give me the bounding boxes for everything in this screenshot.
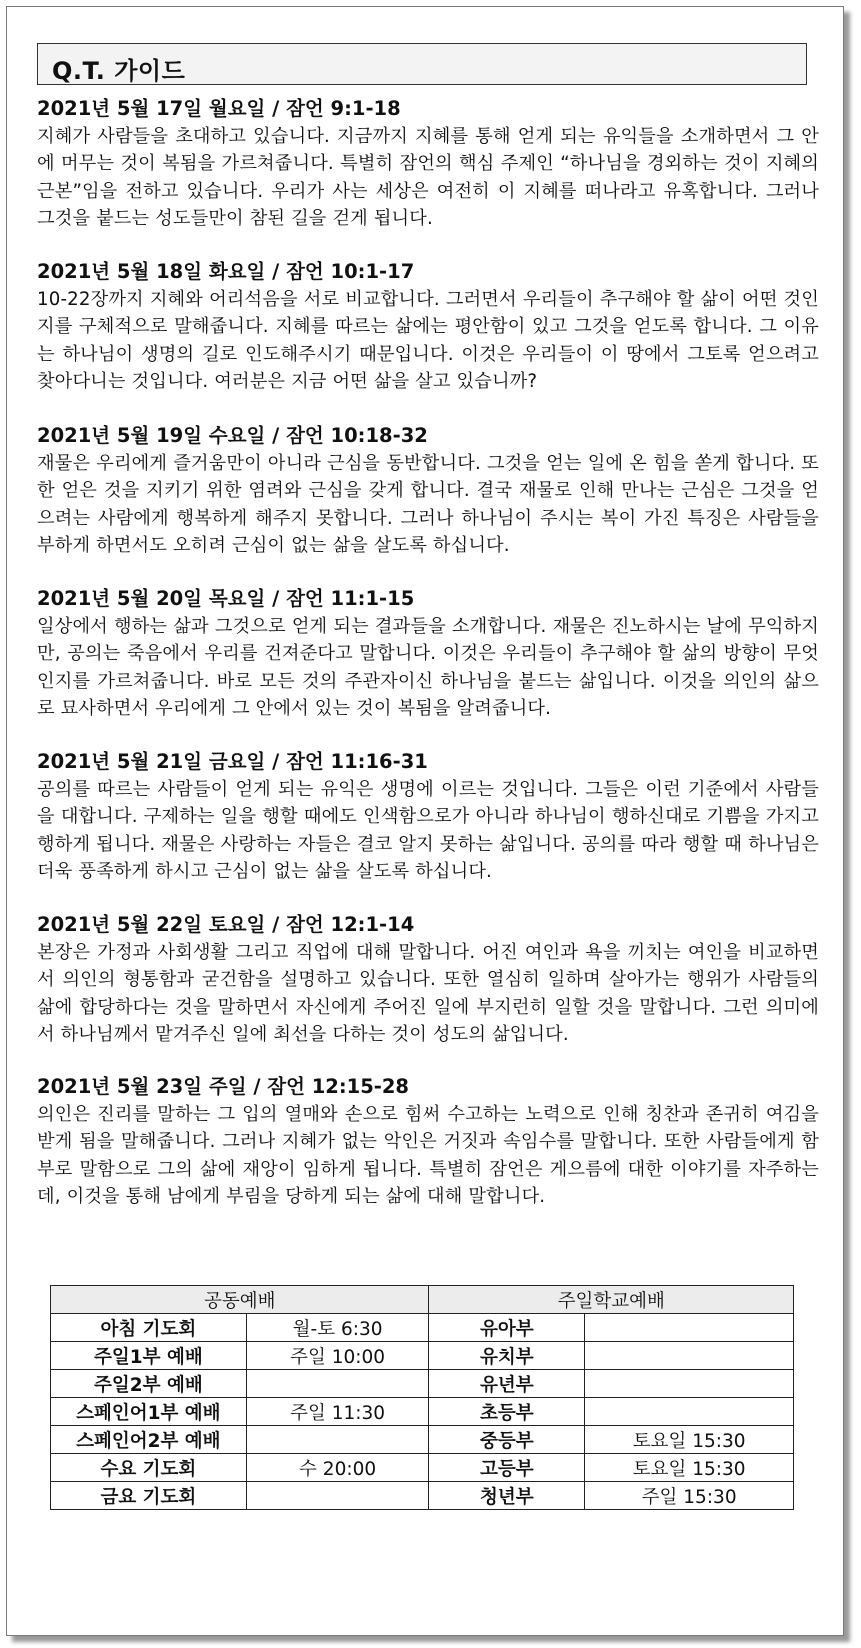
qt-entry-3 [37, 422, 819, 559]
department-name: 유년부 [429, 1370, 585, 1398]
qt-entry-4 [37, 585, 819, 722]
table-row [51, 1426, 794, 1454]
service-time: 주일 11:30 [246, 1398, 429, 1426]
entry-body: 재물은 우리에게 즐거움만이 아니라 근심을 동반합니다. 그것을 얻는 일에 온 힘을 쏟게 합니다. 또한 얻은 것을 지키기 위한 염려와 근심을 갖게 합니다. 결국 재물로 인해 만나는 근심은 그것을 얻으려는 사람에게 행복하게 해주지 못합니다. 그러나 하나님이 주시는 복이 가진 특징은 사람들을 부하게 하면서도 오히려 근심이 없는 삶을 살도록 하십니다. [37, 453, 819, 556]
entry-heading: 2021년 5월 21일 금요일 / 잠언 11:16-31 [37, 750, 428, 773]
table-header-row [51, 1286, 794, 1314]
department-time [585, 1370, 794, 1398]
entry-heading: 2021년 5월 17일 월요일 / 잠언 9:1-18 [37, 97, 401, 120]
service-name: 스페인어1부 예배 [51, 1398, 247, 1426]
service-name: 수요 기도회 [51, 1454, 247, 1482]
service-name: 주일1부 예배 [51, 1342, 247, 1370]
qt-entry-6 [37, 911, 819, 1048]
entry-body: 10-22장까지 지혜와 어리석음을 서로 비교합니다. 그러면서 우리들이 추구해야 할 삶이 어떤 것인지를 구체적으로 말해줍니다. 지혜를 따르는 삶에는 평안함이 있고 그것을 얻도록 합니다. 그 이유는 하나님이 생명의 길로 인도해주시기 때문입니다. 이것은 우리들이 이 땅에서 그토록 얻으려고 찾아다니는 것입니다. 여러분은 지금 어떤 삶을 살고 있습니까? [37, 289, 819, 392]
department-time: 토요일 15:30 [585, 1426, 794, 1454]
table-row [51, 1342, 794, 1370]
page-title: Q.T. 가이드 [52, 57, 186, 85]
service-time [246, 1426, 429, 1454]
service-time: 주일 10:00 [246, 1342, 429, 1370]
service-name: 스페인어2부 예배 [51, 1426, 247, 1454]
table-row [51, 1454, 794, 1482]
qt-entry-7 [37, 1073, 819, 1210]
service-name: 금요 기도회 [51, 1482, 247, 1510]
entry-heading: 2021년 5월 23일 주일 / 잠언 12:15-28 [37, 1075, 409, 1098]
qt-entry-1 [37, 95, 819, 232]
header-joint-worship: 공동예배 [51, 1286, 429, 1314]
qt-entry-5 [37, 748, 819, 885]
table-row [51, 1370, 794, 1398]
entry-body: 일상에서 행하는 삶과 그것으로 얻게 되는 결과들을 소개합니다. 재물은 진노하시는 날에 무익하지만, 공의는 죽음에서 우리를 건져준다고 말합니다. 이것은 우리들이 추구해야 할 삶의 방향이 무엇인지를 가르쳐줍니다. 바로 모든 것의 주관자이신 하나님을 붙드는 삶입니다. 이것을 의인의 삶으로 묘사하면서 우리에게 그 안에서 있는 것이 복됨을 알려줍니다. [37, 616, 819, 719]
entry-body: 지혜가 사람들을 초대하고 있습니다. 지금까지 지혜를 통해 얻게 되는 유익들을 소개하면서 그 안에 머무는 것이 복됨을 가르쳐줍니다. 특별히 잠언의 핵심 주제인 “하나님을 경외하는 것이 지혜의 근본”임을 전하고 있습니다. 우리가 사는 세상은 여전히 이 지혜를 떠나라고 유혹합니다. 그러나 그것을 붙드는 성도들만이 참된 길을 걷게 됩니다. [37, 126, 819, 229]
entry-body: 의인은 진리를 말하는 그 입의 열매와 손으로 힘써 수고하는 노력으로 인해 칭찬과 존귀히 여김을 받게 됨을 말해줍니다. 그러나 지혜가 없는 악인은 거짓과 속임수를 말합니다. 또한 사람들에게 함부로 말함으로 그의 삶에 재앙이 임하게 됩니다. 특별히 잠언은 게으름에 대한 이야기를 자주하는데, 이것을 통해 남에게 부림을 당하게 되는 삶에 대해 말합니다. [37, 1104, 819, 1207]
department-time: 토요일 15:30 [585, 1454, 794, 1482]
table-row [51, 1482, 794, 1510]
entry-body: 공의를 따르는 사람들이 얻게 되는 유익은 생명에 이르는 것입니다. 그들은 이런 기준에서 사람들을 대합니다. 구제하는 일을 행할 때에도 인색함으로가 아니라 하나님이 행하신대로 기쁨을 가지고 행하게 됩니다. 재물은 사랑하는 자들은 결코 알지 못하는 삶입니다. 공의를 따라 행할 때 하나님은 더욱 풍족하게 하시고 근심이 없는 삶을 살도록 하십니다. [37, 779, 819, 882]
department-time [585, 1342, 794, 1370]
department-time [585, 1398, 794, 1426]
entry-heading: 2021년 5월 22일 토요일 / 잠언 12:1-14 [37, 913, 415, 936]
service-time [246, 1482, 429, 1510]
department-time [585, 1314, 794, 1342]
table-row [51, 1314, 794, 1342]
title-box [37, 43, 807, 85]
service-name: 주일2부 예배 [51, 1370, 247, 1398]
table-row [51, 1398, 794, 1426]
service-name: 아침 기도회 [51, 1314, 247, 1342]
department-name: 유치부 [429, 1342, 585, 1370]
service-time [246, 1370, 429, 1398]
entry-heading: 2021년 5월 20일 목요일 / 잠언 11:1-15 [37, 587, 415, 610]
entry-body: 본장은 가정과 사회생활 그리고 직업에 대해 말합니다. 어진 여인과 욕을 끼치는 여인을 비교하면서 의인의 형통함과 굳건함을 설명하고 있습니다. 또한 열심히 일하며 살아가는 행위가 사람들의 삶에 합당하다는 것을 말하면서 자신에게 주어진 일에 부지런히 일할 것을 말합니다. 그런 의미에서 하나님께서 맡겨주신 일에 최선을 다하는 것이 성도의 삶입니다. [37, 942, 819, 1045]
department-name: 유아부 [429, 1314, 585, 1342]
entry-heading: 2021년 5월 18일 화요일 / 잠언 10:1-17 [37, 260, 415, 283]
header-sunday-school: 주일학교예배 [429, 1286, 794, 1314]
worship-schedule-table [50, 1285, 794, 1510]
service-time: 월-토 6:30 [246, 1314, 429, 1342]
department-name: 중등부 [429, 1426, 585, 1454]
department-name: 고등부 [429, 1454, 585, 1482]
qt-entry-2 [37, 258, 819, 395]
department-name: 청년부 [429, 1482, 585, 1510]
service-time: 수 20:00 [246, 1454, 429, 1482]
entry-heading: 2021년 5월 19일 수요일 / 잠언 10:18-32 [37, 424, 428, 447]
department-name: 초등부 [429, 1398, 585, 1426]
department-time: 주일 15:30 [585, 1482, 794, 1510]
